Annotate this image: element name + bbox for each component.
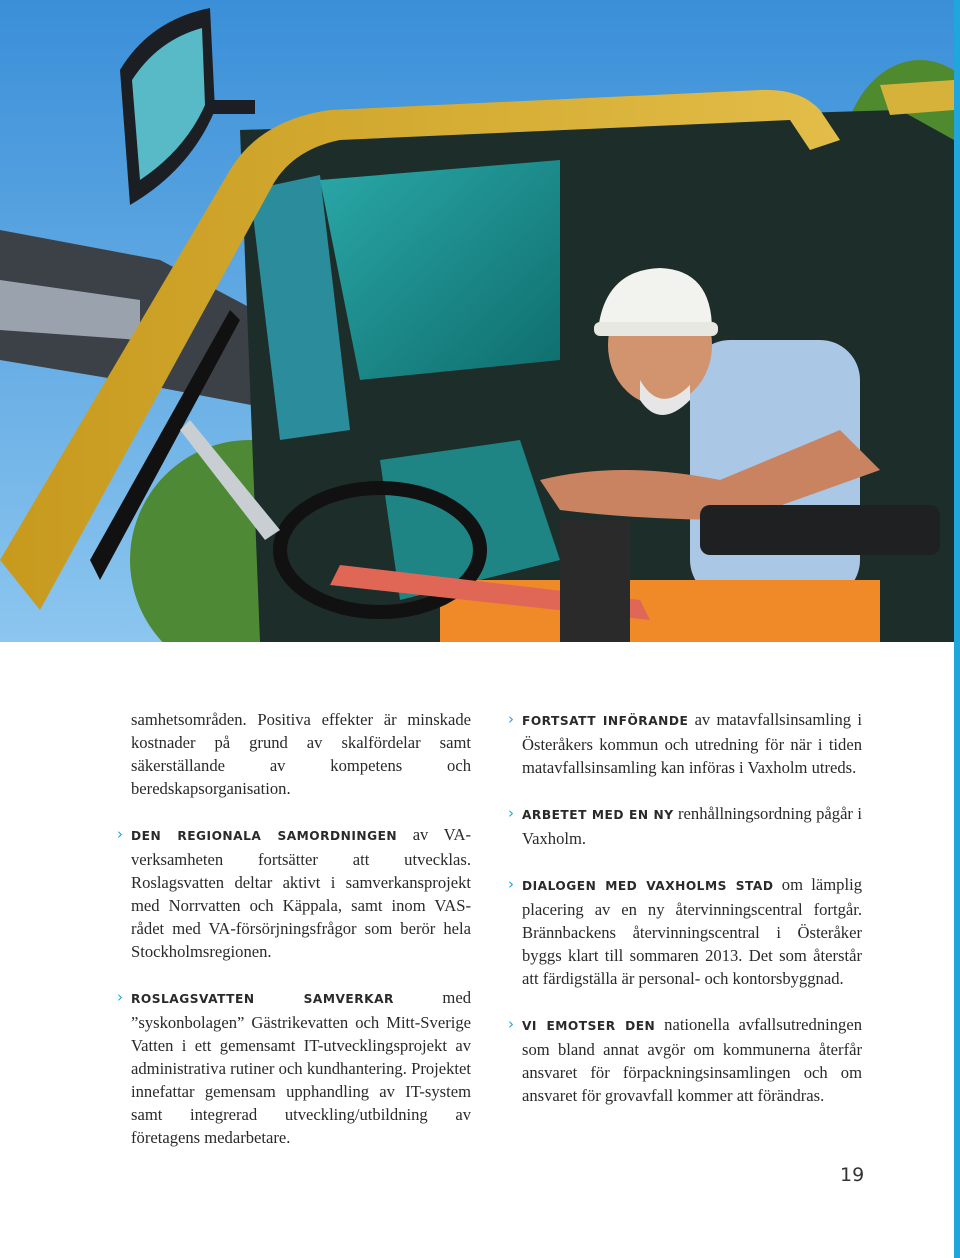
- paragraph-text: samhetsområden. Positiva effekter är minskade kostnader på grund av skalfördelar samt säkerställande av kompetens och beredskapsorganisation.: [131, 710, 471, 798]
- right-text-column: [508, 708, 863, 1130]
- paragraph-lead: VI EMOTSER DEN: [522, 1019, 656, 1033]
- bullet-chevron-icon: ›: [508, 804, 514, 822]
- paragraph-national-waste-inquiry: [508, 1013, 862, 1107]
- paragraph-food-waste-collection: [508, 708, 862, 779]
- paragraph-text: av VA-verksamheten fortsätter att utvecklas. Roslagsvatten deltar aktivt i samverkansprojekt med Norrvatten och Käppala, samt inom VAS-rådet med VA-försörjningsfrågor som berör hela Stockholmsregionen.: [131, 825, 471, 961]
- page-edge-accent-strip: [954, 0, 960, 1258]
- paragraph-lead: ARBETET MED EN NY: [522, 808, 674, 822]
- paragraph-recycling-centre: [508, 873, 862, 990]
- paragraph-lead: ROSLAGSVATTEN SAMVERKAR: [131, 992, 394, 1006]
- bullet-chevron-icon: ›: [508, 1015, 514, 1033]
- paragraph-text: av matavfallsinsamling i Österåkers kommun och utredning för när i tiden matavfallsinsamling kan införas i Vaxholm utreds.: [522, 710, 862, 777]
- bullet-chevron-icon: ›: [117, 825, 123, 843]
- paragraph-roslagsvatten-collaboration: [117, 986, 471, 1149]
- left-text-column: [117, 708, 471, 1172]
- paragraph-text: med ”syskonbolagen” Gästrikevatten och Mitt-Sverige Vatten i ett gemensamt IT-utvecklingsprojekt av administrativa rutiner och kundhantering. Projektet innefattar gemensam upphandling av IT-system samt integrerad utveckling/utbildning av företagens medarbetare.: [131, 988, 471, 1147]
- paragraph-lead: DIALOGEN MED VAXHOLMS STAD: [522, 879, 774, 893]
- bullet-chevron-icon: ›: [508, 875, 514, 893]
- paragraph-text: om lämplig placering av en ny återvinningscentral fortgår. Brännbackens återvinningscentral i Österåker byggs klart till sommaren 2013. Det som återstår att färdigställa är personal- och kontorsbyggnad.: [522, 875, 862, 988]
- paragraph-regional-coordination: [117, 823, 471, 963]
- bullet-chevron-icon: ›: [117, 988, 123, 1006]
- paragraph-lead: FORTSATT INFÖRANDE: [522, 714, 689, 728]
- paragraph-cooperation-benefits: [131, 708, 471, 800]
- paragraph-lead: DEN REGIONALA SAMORDNINGEN: [131, 829, 398, 843]
- page-number: 19: [840, 1164, 865, 1186]
- paragraph-text: nationella avfallsutredningen som bland annat avgör om kommunerna återfår ansvaret för förpackningsinsamlingen och om ansvaret för grovavfall kommer att förändras.: [522, 1015, 862, 1105]
- bullet-chevron-icon: ›: [508, 710, 514, 728]
- paragraph-waste-regulations: [508, 802, 863, 850]
- paragraph-text: renhållningsordning pågår i Vaxholm.: [522, 804, 863, 848]
